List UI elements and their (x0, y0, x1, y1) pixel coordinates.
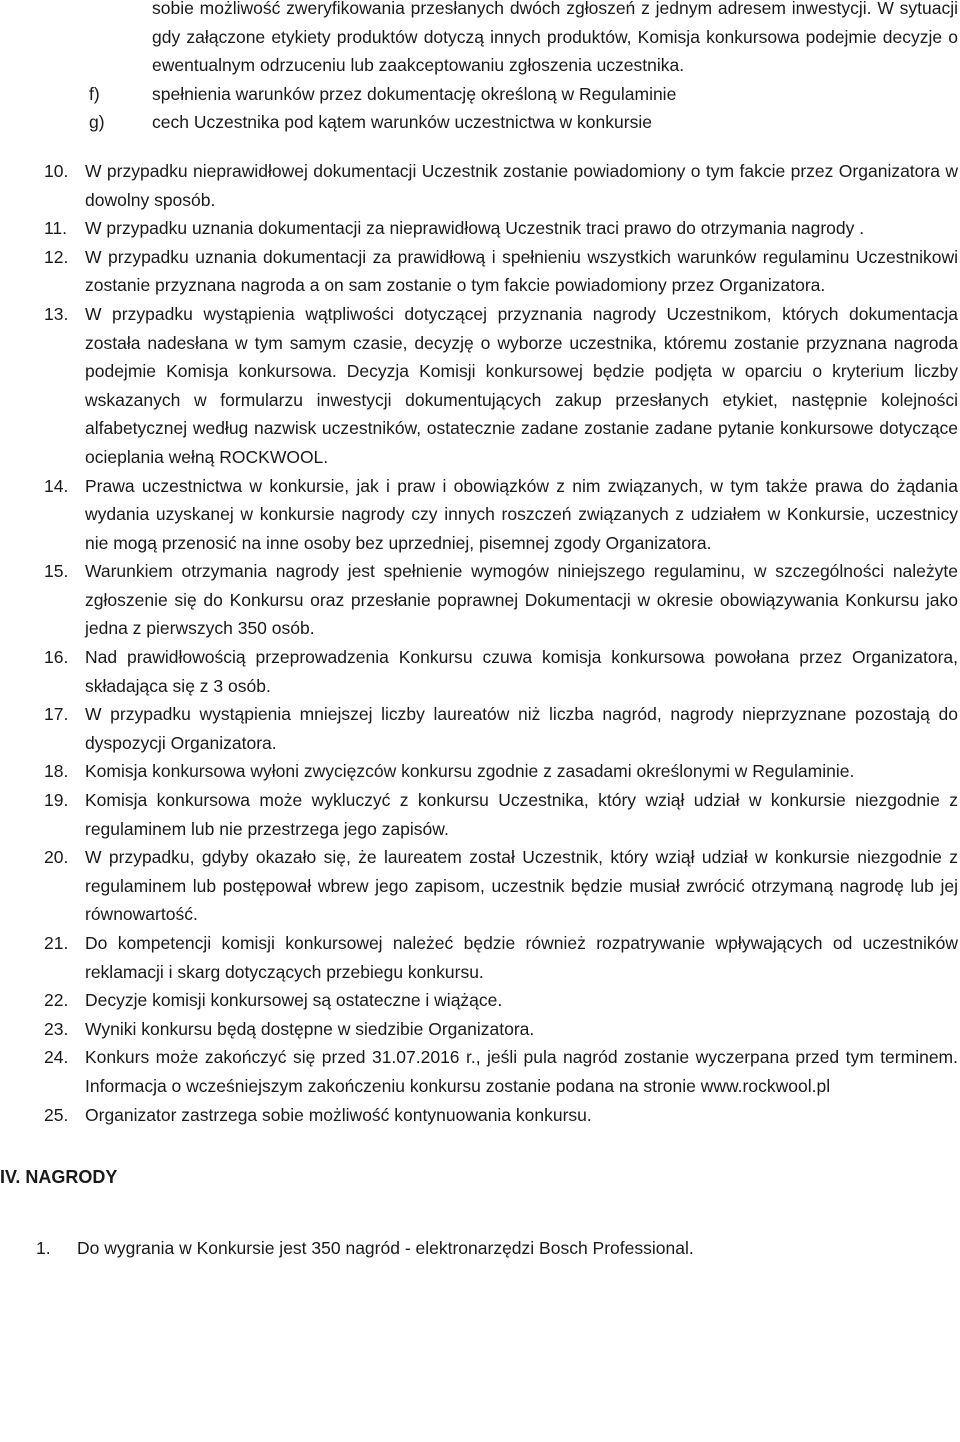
item-number: 24. (44, 1047, 69, 1068)
item-text: Komisja konkursowa może wykluczyć z konkursu Uczestnika, który wziął udział w konkursie niezgodnie z regulaminem lub nie przestrzega jego zapisów. (85, 790, 958, 839)
list-item-24 (44, 1043, 958, 1100)
list-item-16 (44, 643, 958, 700)
list-item-10 (44, 157, 958, 214)
item-text: W przypadku uznania dokumentacji za prawidłową i spełnieniu wszystkich warunków regulaminu Uczestnikowi zostanie przyznana nagroda a on sam zostanie o tym fakcie powiadomiony przez Organizatora. (85, 246, 958, 296)
item-text: W przypadku nieprawidłowej dokumentacji Uczestnik zostanie powiadomiony o tym fakcie przez Organizatora w dowolny sposób. (85, 160, 958, 210)
subitem-g (89, 108, 958, 137)
list-item-12 (44, 243, 958, 300)
item-number: 17. (44, 704, 69, 725)
item-number: 19. (44, 790, 69, 811)
list-item-13 (44, 300, 958, 472)
list-item-22 (44, 986, 958, 1015)
item-number: 1. (36, 1237, 51, 1258)
item-text: Do wygrania w Konkursie jest 350 nagród - elektronarzędzi Bosch Professional. (77, 1237, 694, 1258)
list-item-21 (44, 929, 958, 986)
subitem-marker: f) (89, 83, 100, 104)
list-item-23 (44, 1015, 958, 1044)
item-number: 11. (44, 218, 68, 239)
item-number: 21. (44, 933, 69, 953)
item-number: 14. (44, 475, 69, 496)
item-text: W przypadku wystąpienia mniejszej liczby laureatów niż liczba nagród, nagrody nieprzyznane pozostają do dyspozycji Organizatora. (85, 704, 958, 753)
list-item-25 (44, 1101, 958, 1130)
item-number: 13. (44, 303, 69, 324)
prize-item-1 (36, 1234, 958, 1263)
subitem-f (89, 80, 958, 109)
item-number: 22. (44, 990, 69, 1011)
item-text: Organizator zastrzega sobie możliwość kontynuowania konkursu. (85, 1104, 592, 1125)
item-text: Nad prawidłowością przeprowadzenia Konkursu czuwa komisja konkursowa powołana przez Organizatora, składająca się z 3 osób. (85, 647, 958, 696)
list-item-11 (44, 214, 958, 243)
list-item-14 (44, 472, 958, 558)
subitem-marker: g) (89, 112, 105, 133)
list-item-20 (44, 843, 958, 929)
item-number: 16. (44, 647, 69, 668)
item-number: 18. (44, 761, 69, 782)
section-heading: IV. NAGRODY (0, 1167, 118, 1188)
item-text: W przypadku wystąpienia wątpliwości dotyczącej przyznania nagrody Uczestnikom, których dokumentacja została nadesłana w tym samym czasie, decyzję o wyborze uczestnika, któremu zostanie przyznana nagroda podejmie Komisja konkursowa. Decyzja Komisji konkursowej będzie podjęta w oparciu o kryterium liczby wskazanych w formularzu inwestycji dokumentujących zakup przesłanych etykiet, następnie kolejności alfabetycznej według nazwisk uczestników, ostatecznie zadane zostanie zadane pytanie konkursowe dotyczące ocieplania wełną ROCKWOOL. (85, 303, 958, 467)
subitem-text: cech Uczestnika pod kątem warunków uczestnictwa w konkursie (152, 112, 652, 133)
item-text: Decyzje komisji konkursowej są ostateczne i wiążące. (85, 990, 503, 1011)
item-text: Komisja konkursowa wyłoni zwycięzców konkursu zgodnie z zasadami określonymi w Regulaminie. (85, 761, 855, 782)
item-number: 12. (44, 246, 69, 267)
subitem-text: spełnienia warunków przez dokumentację określoną w Regulaminie (152, 83, 677, 104)
list-item-17 (44, 700, 958, 757)
item-number: 20. (44, 847, 69, 868)
list-item-19 (44, 786, 958, 843)
item-number: 23. (44, 1018, 69, 1039)
item-text: Do kompetencji komisji konkursowej należeć będzie również rozpatrywanie wpływających od uczestników reklamacji i skarg dotyczących przebiegu konkursu. (85, 933, 958, 982)
item-text: Wyniki konkursu będą dostępne w siedzibie Organizatora. (85, 1018, 535, 1039)
list-item-15 (44, 557, 958, 643)
item-number: 15. (44, 561, 69, 582)
list-item-18 (44, 757, 958, 786)
item-text: W przypadku uznania dokumentacji za nieprawidłową Uczestnik traci prawo do otrzymania nagrody . (85, 218, 865, 239)
item-text: W przypadku, gdyby okazało się, że laureatem został Uczestnik, który wziął udział w konkursie niezgodnie z regulaminem lub postępował wbrew jego zapisom, uczestnik będzie musiał zwrócić otrzymaną nagrodę lub jej równowartość. (85, 847, 958, 925)
continued-paragraph: sobie możliwość zweryfikowania przesłanych dwóch zgłoszeń z jednym adresem inwestycji. W sytuacji gdy załączone etykiety produktów dotyczą innych produktów, Komisja konkursowa podejmie decyzje o ewentualnym odrzuceniu lub zaakceptowaniu zgłoszenia uczestnika. (152, 0, 958, 76)
item-text: Prawa uczestnictwa w konkursie, jak i praw i obowiązków z nim związanych, w tym także prawa do żądania wydania uzyskanej w konkursie nagrody czy innych roszczeń związanych z udziałem w Konkursie, uczestnicy nie mogą przenosić na inne osoby bez uprzedniej, pisemnej zgody Organizatora. (85, 475, 958, 553)
item-number: 25. (44, 1104, 69, 1125)
item-text: Warunkiem otrzymania nagrody jest spełnienie wymogów niniejszego regulaminu, w szczególności należyte zgłoszenie się do Konkursu oraz przesłanie poprawnej Dokumentacji w okresie obowiązywania Konkursu jako jedna z pierwszych 350 osób. (85, 561, 958, 639)
item-text: Konkurs może zakończyć się przed 31.07.2016 r., jeśli pula nagród zostanie wyczerpana przed tym terminem. Informacja o wcześniejszym zakończeniu konkursu zostanie podana na stronie www.rockwool.pl (85, 1047, 958, 1096)
item-number: 10. (44, 160, 69, 181)
